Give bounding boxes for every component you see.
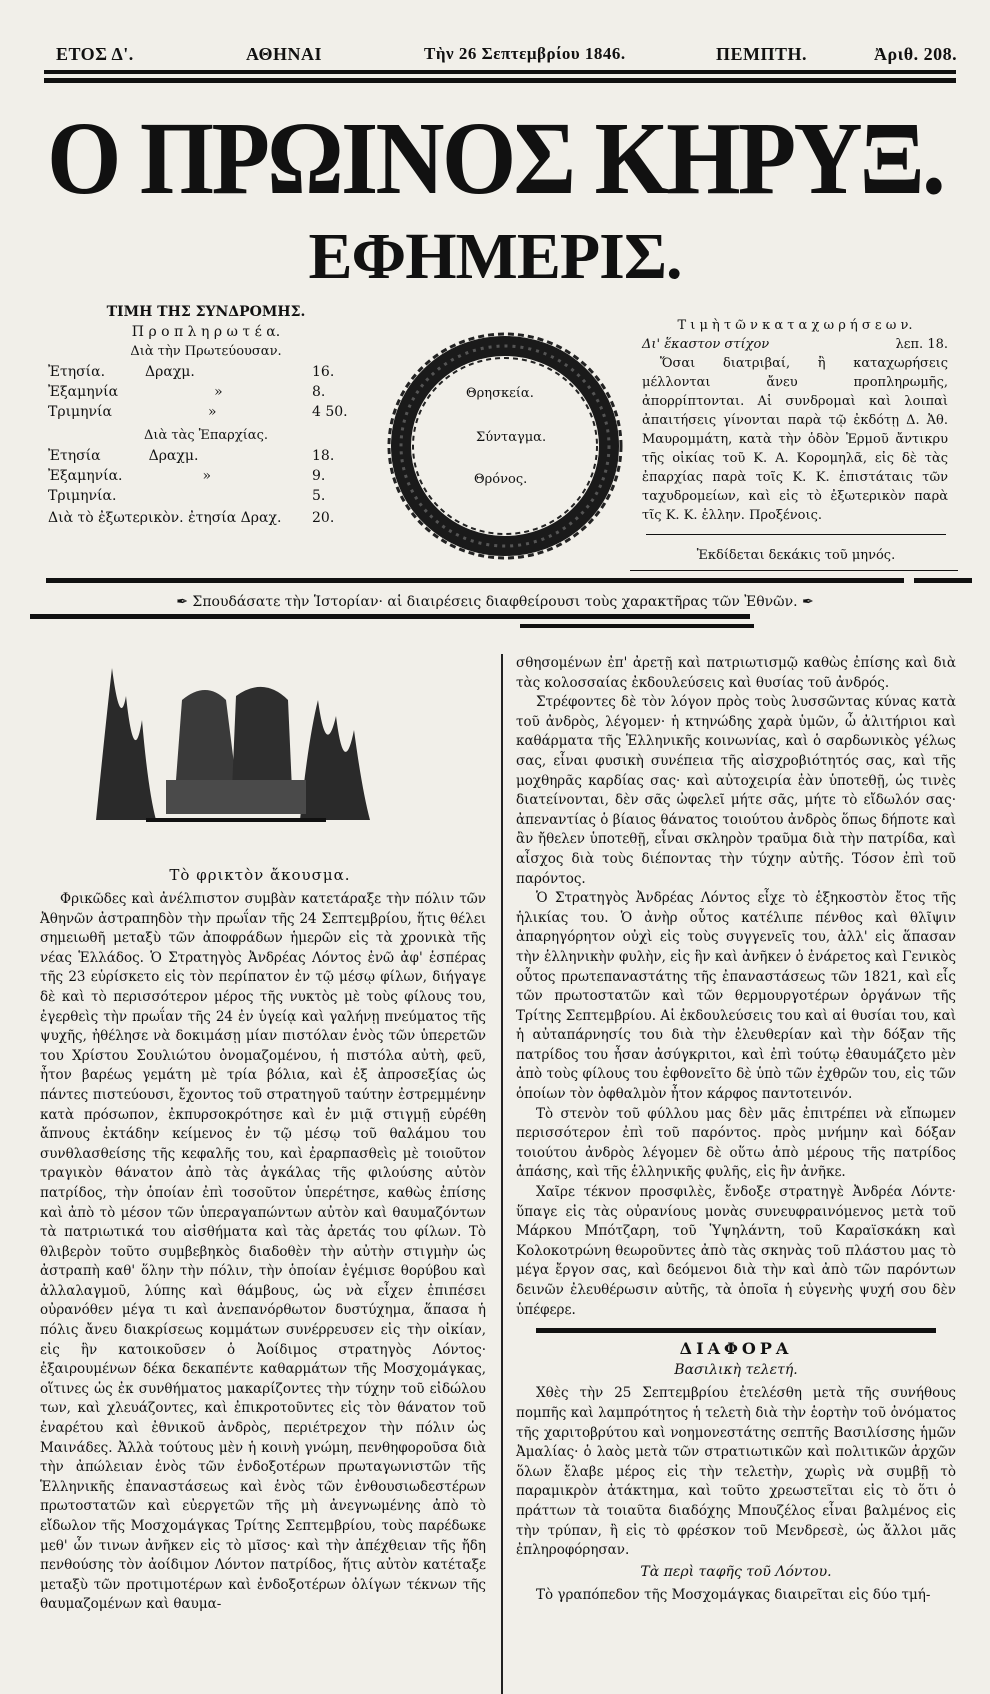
wreath-label-religion: Θρησκεία. <box>466 386 534 401</box>
misc-heading: ΔΙΑΦΟΡΑ <box>679 1339 793 1359</box>
section-rule <box>536 1328 936 1333</box>
article-left-column <box>40 890 486 1615</box>
article-paragraph: Ὁ Στρατηγὸς Ἀνδρέας Λόντος εἶχε τὸ ἑξηκοστὸν ἔτος τῆς ἡλικίας του. Ὁ ἀνὴρ οὗτος κατέλιπε πένθος καὶ θλῖψιν ἀπαρηγόρητον οὐχὶ εἰς τοὺς συγγενεῖς του, ἀλλ' εἰς ἅπασαν τὴν ἑλληνικὴν φυλὴν, εἰς ἣν καὶ ἀνῆκεν ὁ ἐνάρετος καὶ Γενικὸς οὗτος πρωτεπαναστάτης τῆς ἐπαναστάσεως τῶν 1821, καὶ εἷς τῶν πρωτοστατῶν καὶ τῶν θερμουργοτέρων ὀργάνων τῆς Τρίτης Σεπτεμβρίου. Αἱ ἐκδουλεύσεις του καὶ αἱ θυσίαι του, καὶ ἡ αὐταπάρνησίς του διὰ τὴν ἐλευθερίαν καὶ τὴν δόξαν τῆς πατρίδος του ἦσαν ἀσύγκριτοι, καὶ ἐπὶ τούτῳ ἐθαυμάζετο μὲν ἀπὸ τοὺς φίλους του ἐφθονεῖτο δὲ ὑπὸ τῶν ἐχθρῶν του, εἰς τῶν ὁποίων τὸν ὀφθαλμὸν ἦτον κάρφος παντοτεινόν. <box>516 890 956 1103</box>
issue-number: Ἀριθ. 208. <box>874 44 958 64</box>
capital-label: Διὰ τὴν Πρωτεύουσαν. <box>130 344 282 359</box>
article-paragraph: Χαῖρε τέκνον προσφιλὲς, ἔνδοξε στρατηγὲ Ἀνδρέα Λόντε· ὕπαγε εἰς τὰς οὐρανίους μονὰς συνευφραινόμενος μετὰ τοῦ Μάρκου Μπότζαρη, τοῦ Ὑψηλάντη, τοῦ Καραϊσκάκη καὶ Κολοκοτρώνη θεωροῦντες ἀπὸ τὰς σκηνὰς τοῦ πλάστου μας τὸ μέγα ἔργον σας, καὶ δεόμενοι διὰ τὴν καὶ ἀπὸ τῶν παρόντων δεινῶν ἐλευθέρωσιν αὐτῆς, τὰ ὁποῖα ἡ εὐγενὴς ψυχή σου δὲν ὑπέφερε. <box>516 1184 956 1318</box>
motto-rule-bottom <box>30 614 750 619</box>
price-row-abroad: Διὰ τὸ ἐξωτερικὸν. ἐτησία Δραχ. 20. <box>48 510 335 526</box>
misc-paragraph: Τὸ γραπόπεδον τῆς Μοσχομάγκας διαιρεῖται εἰς δύο τμή- <box>536 1587 931 1604</box>
ads-box <box>642 316 948 525</box>
price-row: Ἐξαμηνία. » 9. <box>48 468 326 484</box>
ads-rule-bottom <box>630 570 958 571</box>
misc-subheading: Βασιλικὴ τελετή. <box>674 1361 798 1378</box>
article-paragraph: Στρέφοντες δὲ τὸν λόγον πρὸς τοὺς λυσσῶντας κύνας κατὰ τοῦ ἀνδρὸς, λέγομεν· ἡ κτηνώδης χαρὰ ὑμῶν, ὦ ἀλιτήριοι καὶ καθάρματα τῆς Ἑλληνικῆς κοινωνίας, καὶ ὁ σαρδωνικὸς γέλως σας, εἶναι φυσικὴ συνέπεια τῆς αἰσχροβιότητός σας, καὶ τῆς μοχθηρᾶς καρδίας σας· καὶ αὐτοχειρία ἐὰν ὑποτεθῇ, ὡς τινὲς διατείνονται, δὲν σᾶς ὠφελεῖ μήτε σᾶς, μήτε τὸ εἴδωλόν σας· ἀπεναντίας ὁ βίαιος θάνατος τοιούτου ἀνδρὸς ὅπως δήποτε καὶ ἂν ἤθελεν ὑποτεθῇ, εἶναι σκληρὸν τραῦμα διὰ τὴν πατρίδα, καὶ αἶσχος διὰ τοὺς διέποντας τὴν τύχην αὐτῆς. Τόσον ἐπὶ τοῦ παρόντος. <box>516 694 956 887</box>
motto-text: Σπουδάσατε τὴν Ἱστορίαν· αἱ διαιρέσεις διαφθείρουσι τοὺς χαρακτῆρας τῶν Ἐθνῶν. <box>192 594 798 610</box>
price-row: Ἐτησία Δραχμ. 18. <box>48 448 335 464</box>
pen-ornament-icon: ✒ <box>176 594 193 610</box>
wreath-label-throne: Θρόνος. <box>474 472 528 487</box>
weekday-label: ΠΕΜΠΤΗ. <box>716 44 808 64</box>
laurel-wreath-icon <box>386 330 624 562</box>
price-row: Τριμηνία » 4 50. <box>48 404 348 420</box>
date-label: Τὴν 26 Σεπτεμβρίου 1846. <box>424 44 626 63</box>
ads-per-line: Δι' ἕκαστον στίχον λεπ. 18. <box>642 337 948 352</box>
subscription-box <box>48 302 364 528</box>
provinces-label: Διὰ τὰς Ἐπαρχίας. <box>143 428 268 443</box>
prepaid-label: Π ρ ο π λ η ρ ω τ έ α. <box>131 324 281 340</box>
top-rule-thick <box>44 78 956 83</box>
ads-text: Ὅσαι διατριβαί, ἢ καταχωρήσεις μέλλονται ἄνευ προπληρωμῆς, ἀπορρίπτονται. Αἱ συνδρομαὶ καὶ λοιπαὶ ἀπαιτήσεις γίνονται παρὰ τῷ ἐκδότῃ Δ. Ἀθ. Μαυρομμάτη, κατὰ τὴν ὁδὸν Ἑρμοῦ ἄντικρυ τῆς οἰκίας τοῦ Κ. Α. Κορομηλᾶ, εἰς δὲ τὰς ἐπαρχίας παρὰ τοῖς Κ. Κ. ἐπιστάταις τῶν ταχυδρομείων, καὶ εἰς τὸ ἐξωτερικὸν παρὰ τῖς Κ. Κ. ἑλλην. Προξένοις. <box>642 356 948 523</box>
article-paragraph: Φρικῶδες καὶ ἀνέλπιστον συμβὰν κατετάραξε τὴν πόλιν τῶν Ἀθηνῶν ἀστραπηδὸν τὴν πρωΐαν τῆς 24 Σεπτεμβρίου, ἥτις θέλει σημειωθῆ μεταξὺ τῶν ἀποφράδων ἡμερῶν εἰς τὰ χρονικὰ τῆς νέας Ἑλλάδος. Ὁ Στρατηγὸς Ἀνδρέας Λόντος ἐνῶ ἀφ' ἑσπέρας τῆς 23 εὑρίσκετο εἰς τὸν περίπατον ἐν τῷ μέσῳ φίλων, διήγαγε δὲ καὶ τὸ περισσότερον μέρος τῆς νυκτὸς μὲ τοὺς φίλους του, ἐγερθεὶς τὴν πρωΐαν τῆς 24 ἐν ὑγείᾳ καὶ γαλήνῃ πνεύματος τῆς ψυχῆς, ἠθέλησε νὰ δοκιμάσῃ μίαν πιστόλαν ἑνὸς τῶν ὑπερετῶν του Χρίστου Σουλιώτου ὀνομαζομένου, ἡ πιστόλα αὐτὴ, φεῦ, ἦτον βαρέως γεμάτη μὲ τρία βόλια, καὶ ἐξ ἀπροσεξίας ὡς πάντες πιστεύουσι, ἔχοντος τοῦ στρατηγοῦ ταύτην ἐστρεμμένην κατὰ πρόσωπον, ἐκπυρσοκρότησε καὶ ἐν μιᾷ στιγμῇ εὑρέθη ἄπνους ἐκτάδην κείμενος ἐν τῷ μέσῳ τοῦ θαλάμου του συνθλασθείσης τῆς κεφαλῆς του, καὶ ἐραρπασθεὶς μὲ τοιοῦτον τραγικὸν θάνατον ἀπὸ τὰς ἀγκάλας τῆς φιλούσης αὐτὸν πατρίδος, τὴν ὁποίαν ἐπὶ τοσοῦτον ὑπερέτησε, καθὼς ἐπίσης καὶ ἀπὸ τὸ μέσον τῶν ὑπεραγαπώντων αὐτὸν καὶ θαυμαζόντων τὰ πατριωτικά του αἰσθήματα καὶ τὰς ἀρετάς του φίλων. Τὸ θλιβερὸν τοῦτο συμβεβηκὸς διαδοθὲν τὴν αὐτὴν στιγμὴν ὡς ἀστραπὴ καθ' ὅλην τὴν πόλιν, τὴν ὁποίαν ἐγέμισε θορύβου καὶ ἀλλαλαγμοῦ, λύπης καὶ θάμβους, ὡς νὰ εἶχεν ἐπιπέσει οὐρανόθεν μέγα τι καὶ ἀνεπανόρθωτον δυστύχημα, ἅπασα ἡ πόλις ἄνευ διακρίσεως κομμάτων συνέρρευσεν εἰς τὴν οἰκίαν, εἰς ἣν κατοικοῦσεν ὁ Ἀοίδιμος στρατηγὸς Λόντος· ἐξαιρουμένων δέκα δεκαπέντε καθαρμάτων τῆς Μοσχομάγκας, οἵτινες ὡς ἐκ συνθήματος μακαρίζοντες τὴν τύχην τοῦ εἰδώλου των, καὶ χλευάζοντες, καὶ ἐπικροτοῦντες εἰς τὸν θάνατον τοῦ ἐναρέτου καὶ ἐθνικοῦ ἀνδρὸς, περιέτρεχον τὴν πόλιν ὡς Μαινάδες. Ἀλλὰ τούτους μὲν ἡ κοινὴ γνώμη, πενθηφοροῦσα διὰ τὴν ἀπώλειαν ἑνὸς τῶν ἐνδοξοτέρων πρωταγωνιστῶν τῆς Ἑλληνικῆς ἐπαναστάσεως καὶ ἑνὸς τῶν ἐνθουσιωδεστέρων πρωτοστατῶν καὶ εὐεργετῶν τῆς μὴ ἀνεγνωμένης ἀπὸ τὸ εἴδωλον τῆς Μοσχομάγκας Τρίτης Σεπτεμβρίου, τοὺς παρέδωκε μεθ' ὧν τινων ἀνῆκεν εἰς τὸ μῖσος· καὶ τὴν ἀπέχθειαν τῆς ἤδη πενθούσης τὸν ἀοίδιμον Λόντον πατρίδος, ἥτις αὐτὸν κατέταξε μεταξὺ τῶν προτιμοτέρων καὶ ἐνδοξοτέρων ὀλίγων τέκνων τῆς θαυμαζομένων καὶ θαυμα- <box>40 891 486 1613</box>
city-label: ΑΘΗΝΑΙ <box>246 44 322 64</box>
article-right-column <box>516 654 956 1606</box>
pen-ornament-icon: ✒ <box>797 594 814 610</box>
column-divider <box>501 654 503 1694</box>
price-row: Τριμηνία. 5. <box>48 488 326 504</box>
misc-subheading: Τὰ περὶ ταφῆς τοῦ Λόντου. <box>640 1563 832 1580</box>
subscription-heading: ΤΙΜΗ ΤΗΣ ΣΥΝΔΡΟΜΗΣ. <box>106 304 306 320</box>
motto <box>0 594 990 610</box>
masthead-subtitle: ΕΦΗΜΕΡΙΣ. <box>308 220 682 293</box>
ads-rule <box>646 534 946 535</box>
motto-rule-bottom2 <box>520 624 754 628</box>
frequency-note: Ἐκδίδεται δεκάκις τοῦ μηνός. <box>696 548 896 563</box>
ads-heading: Τ ι μ ὴ τ ῶ ν κ α τ α χ ω ρ ή σ ε ω ν. <box>677 318 913 333</box>
motto-rule-top-right <box>914 578 972 583</box>
wreath-label-constitution: Σύνταγμα. <box>476 430 547 445</box>
masthead-title: Ο ΠΡΩΙΝΟΣ ΚΗΡΥΞ. <box>46 101 943 216</box>
price-row: Ἐξαμηνία » 8. <box>48 384 326 400</box>
top-rule <box>44 70 956 74</box>
article-caption: Τὸ φρικτὸν ἄκουσμα. <box>169 866 351 884</box>
misc-paragraph: Χθὲς τὴν 25 Σεπτεμβρίου ἐτελέσθη μετὰ τῆς συνήθους πομπῆς καὶ λαμπρότητος ἡ τελετὴ διὰ τὴν ἑορτὴν τοῦ ὀνόματος τῆς χαριτοβρύτου καὶ νοημονεστάτης σεπτῆς Βασιλίσσης ἡμῶν Ἀμαλίας· ὁ λαὸς μετὰ τῶν στρατιωτικῶν καὶ πολιτικῶν ἀρχῶν ὅλων ἔλαβε μέρος εἰς τὴν τελετὴν, χωρὶς νὰ συμβῇ τὸ παραμικρὸν ἀτάκτημα, καὶ τοῦτο χρεωστεῖται εἰς τὸ ὅτι ὁ πράττων τὰ τοιαῦτα διαδόχης Μπουζέλος εἶναι βαλμένος εἰς τὴν τρύπαν, ἢ εἰς τὸ φρέσκον τοῦ Μενδρεσὲ, ὡς ἄλλοι μᾶς ἐπληροφόρησαν. <box>516 1385 956 1559</box>
article-paragraph: σθησομένων ἐπ' ἀρετῇ καὶ πατριωτισμῷ καθὼς ἐπίσης καὶ διὰ τὰς κολοσσαίας ἐκδουλεύσεις καὶ θυσίας τοῦ ἀνδρός. <box>516 655 956 691</box>
year-label: ΕΤΟΣ Δ'. <box>56 44 134 64</box>
funeral-urn-engraving-icon <box>86 660 378 826</box>
article-paragraph: Τὸ στενὸν τοῦ φύλλου μας δὲν μᾶς ἐπιτρέπει νὰ εἴπωμεν περισσότερον ἐπὶ τοῦ παρόντος. πρὸς μνήμην καὶ δόξαν τοιούτου ἀνδρὸς λέγομεν δὲ οὕτω ἀπὸ μέρους τῆς πατρίδος ἁπάσης, καὶ τῆς ἑλληνικῆς φυλῆς, εἰς ἣν ἀνῆκε. <box>516 1105 956 1181</box>
price-row: Ἐτησία. Δραχμ. 16. <box>48 364 335 380</box>
motto-rule-top <box>46 578 904 583</box>
